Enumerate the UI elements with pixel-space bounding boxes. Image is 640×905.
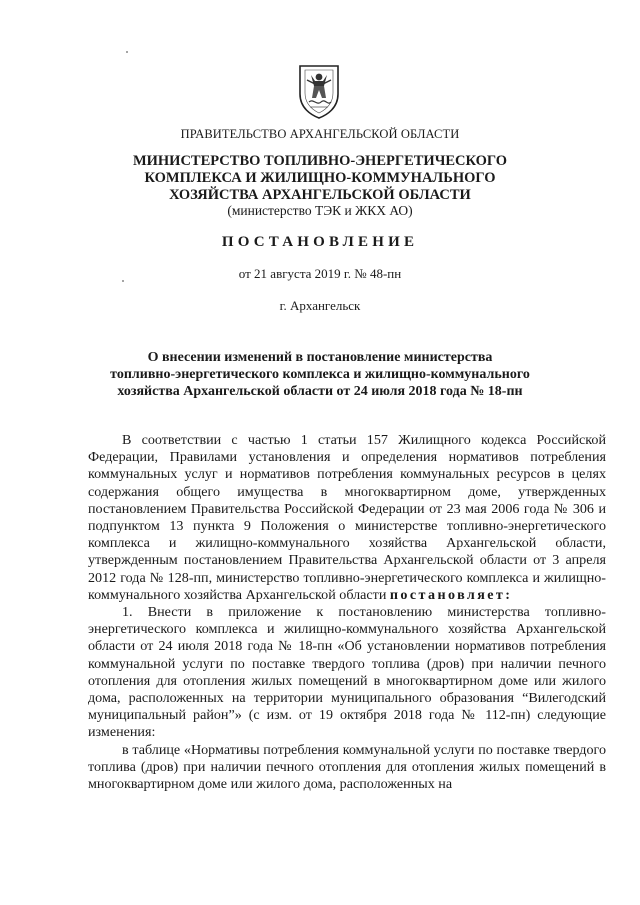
document-date-number: от 21 августа 2019 г. № 48-пн bbox=[238, 266, 402, 281]
government-name: ПРАВИТЕЛЬСТВО АРХАНГЕЛЬСКОЙ ОБЛАСТИ bbox=[180, 127, 460, 141]
document-title-line2: топливно-энергетического комплекса и жилищно-коммунального bbox=[110, 367, 530, 382]
ministry-abbreviation: (министерство ТЭК и ЖКХ АО) bbox=[227, 203, 413, 218]
document-type: ПОСТАНОВЛЕНИЕ bbox=[221, 234, 419, 250]
document-title-line1: О внесении изменений в постановление министерства bbox=[147, 350, 493, 365]
ministry-name-line1: МИНИСТЕРСТВО ТОПЛИВНО-ЭНЕРГЕТИЧЕСКОГО bbox=[132, 153, 508, 169]
body-paragraph-1 bbox=[88, 432, 606, 604]
body-paragraph-2: 1. Внести в приложение к постановлению министерства топливно-энергетического комплекса и жилищно-коммунального хозяйства Архангельской области от 24 июля 2018 года № 18-пн «Об установлении нормативов потребления коммунальной услуги по поставке твердого топлива (дров) при наличии печного отопления для отопления жилых помещений в многоквартирном доме или жилого дома, расположенных на территории муниципального образования “Вилегодский муниципальный район”» (с изм. от 19 октября 2018 года № 112-пн) следующие изменения: bbox=[88, 604, 606, 741]
decree-keyword: постановляет: bbox=[389, 586, 513, 603]
coat-of-arms-icon bbox=[297, 64, 341, 120]
document-body bbox=[88, 432, 606, 793]
ministry-name-line3: ХОЗЯЙСТВА АРХАНГЕЛЬСКОЙ ОБЛАСТИ bbox=[169, 187, 471, 203]
document-title-line3: хозяйства Архангельской области от 24 июля 2018 года № 18-пн bbox=[117, 384, 523, 399]
scan-speck bbox=[126, 51, 128, 53]
document-city: г. Архангельск bbox=[279, 298, 361, 313]
body-paragraph-3: в таблице «Нормативы потребления коммунальной услуги по поставке твердого топлива (дров) при наличии печного отопления для отопления жилых помещений в многоквартирном доме или жилого дома, расположенных на bbox=[88, 741, 606, 793]
ministry-name-line2: КОМПЛЕКСА И ЖИЛИЩНО-КОММУНАЛЬНОГО bbox=[144, 170, 496, 186]
paragraph-1-text: В соответствии с частью 1 статьи 157 Жилищного кодекса Российской Федерации, Правилами установления и определения нормативов потребления коммунальных услуг и нормативов потребления коммунальных ресурсов в целях содержания общего имущества в многоквартирном доме, утвержденных постановлением Правительства Российской Федерации от 23 мая 2006 года № 306 и подпунктом 13 пункта 9 Положения о министерстве топливно-энергетического комплекса и жилищно-коммунального хозяйства Архангельской области, утвержденным постановлением Правительства Архангельской области от 3 апреля 2012 года № 128-пп, министерство топливно-энергетического комплекса и жилищно-коммунального хозяйства Архангельской области bbox=[88, 432, 606, 603]
